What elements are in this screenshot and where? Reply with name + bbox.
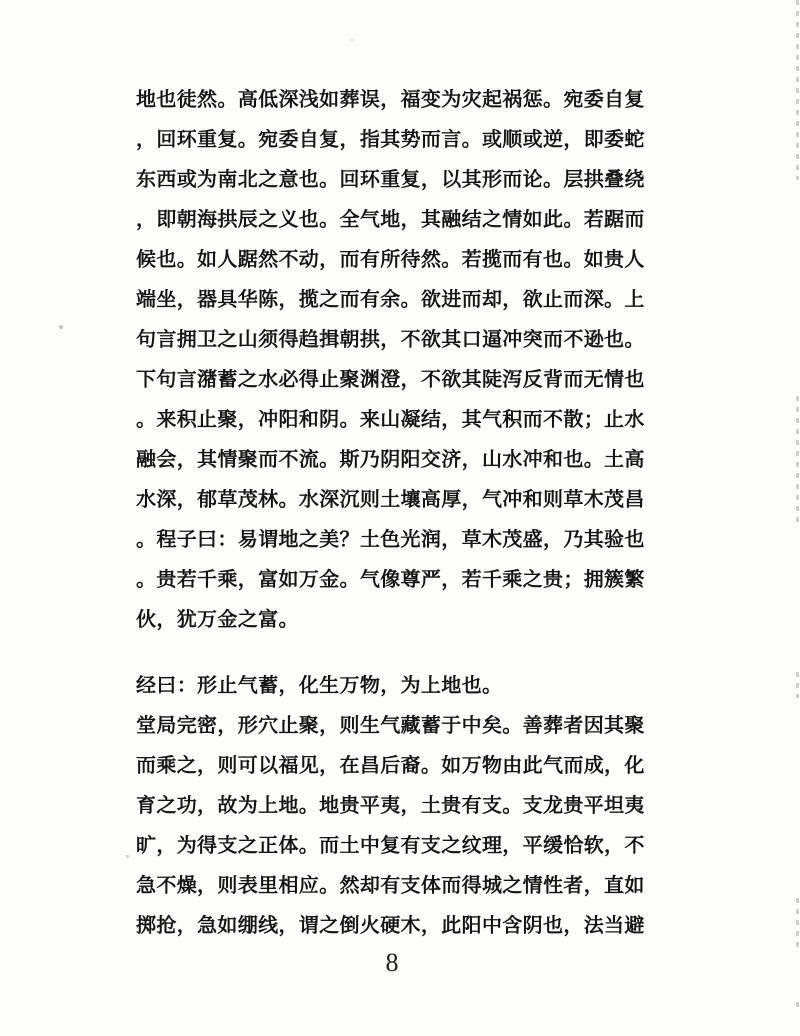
text-line: ，即朝海拱辰之义也。全气地，其融结之情如此。若踞而 — [136, 209, 645, 231]
paragraph — [136, 80, 648, 640]
text-line: 。程子曰：易谓地之美？土色光润，草木茂盛，乃其验也 — [136, 529, 645, 551]
text-line: 育之功，故为上地。地贵平夷，土贵有支。支龙贵平坦夷 — [136, 795, 645, 817]
text-line: 下句言潴蓄之水必得止聚渊澄，不欲其陡泻反背而无情也 — [136, 369, 645, 391]
text-line: 旷，为得支之正体。而土中复有支之纹理，平缓恰软，不 — [136, 835, 645, 857]
scan-edge-artifact — [796, 0, 799, 180]
paragraph — [136, 666, 648, 946]
scan-edge-artifact — [796, 396, 799, 524]
text-line: 而乘之，则可以福见，在昌后裔。如万物由此气而成，化 — [136, 755, 645, 777]
text-line: 候也。如人踞然不动，而有所待然。若揽而有也。如贵人 — [136, 249, 645, 271]
scan-edge-artifact — [796, 672, 799, 698]
text-line: 水深，郁草茂林。水深沉则土壤高厚，气冲和则草木茂昌 — [136, 489, 645, 511]
text-line: 端坐，器具华陈，揽之而有余。欲进而却，欲止而深。上 — [136, 289, 645, 311]
body-text — [136, 80, 648, 946]
text-line: 堂局完密，形穴止聚，则生气藏蓄于中矣。善葬者因其聚 — [136, 715, 645, 737]
text-line: 伙，犹万金之富。 — [136, 609, 299, 631]
text-line: 急不燥，则表里相应。然却有支体而得城之情性者，直如 — [136, 875, 645, 897]
scan-speck — [126, 855, 129, 858]
text-line: 经曰：形止气蓄，化生万物，为上地也。 — [136, 675, 503, 697]
scan-speck — [59, 325, 63, 329]
text-line: 句言拥卫之山须得趋揖朝拱，不欲其口逼冲突而不逊也。 — [136, 329, 645, 351]
text-line: 掷抢，急如绷线，谓之倒火硬木，此阳中含阴也，法当避 — [136, 915, 645, 937]
scan-speck — [351, 39, 353, 41]
text-line: ，回环重复。宛委自复，指其势而言。或顺或逆，即委蛇 — [136, 129, 645, 151]
text-line: 。来积止聚，冲阳和阴。来山凝结，其气积而不散；止水 — [136, 409, 645, 431]
scan-edge-artifact — [796, 898, 799, 952]
scan-edge-artifact — [796, 1002, 799, 1012]
page-number: 8 — [385, 948, 399, 977]
text-line: 。贵若千乘，富如万金。气像尊严，若千乘之贵；拥簇繁 — [136, 569, 645, 591]
text-line: 地也徒然。高低深浅如葬误，福变为灾起祸惩。宛委自复 — [136, 89, 645, 111]
text-line: 东西或为南北之意也。回环重复，以其形而论。层拱叠绕 — [136, 169, 645, 191]
text-line: 融会，其情聚而不流。斯乃阴阳交济，山水冲和也。土高 — [136, 449, 645, 471]
